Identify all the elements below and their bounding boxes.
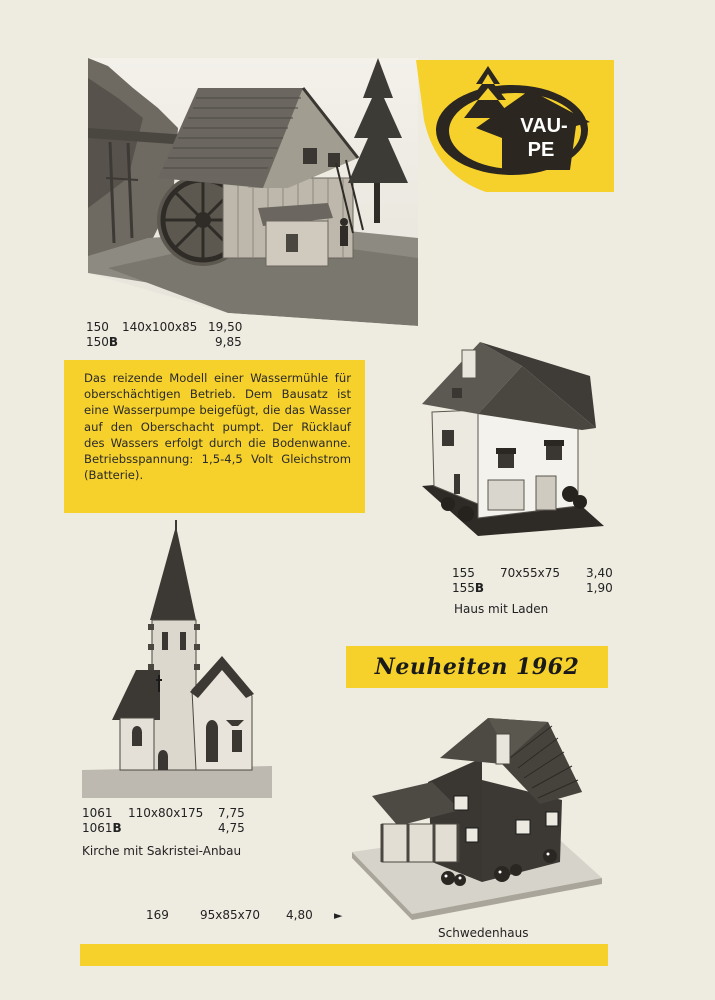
watermill-description [64,360,365,513]
item-number: 155B [452,581,485,595]
item-number: 155 [452,566,475,580]
item-price: 4,75 [218,821,245,835]
swedish-house-specs [146,908,366,924]
church-caption: Kirche mit Sakristei-Anbau [82,844,242,858]
vaupe-logo [416,60,614,192]
novelties-banner [346,646,608,688]
swedish-house-caption: Schwedenhaus [438,926,529,940]
item-dimensions: 70x55x75 [500,566,561,580]
church-photo [82,520,272,798]
church-illustration [82,520,272,798]
watermill-illustration [88,58,418,326]
item-price: 1,90 [586,581,613,595]
house-shop-caption: Haus mit Laden [454,602,549,616]
swedish-house-illustration [352,712,604,920]
watermill-photo [88,58,418,326]
house-shop-photo [418,336,608,548]
description-text: Das reizende Modell einer Wassermühle für oberschächtigen Betrieb. Dem Bausatz ist eine Wasserpumpe beigefügt, die das Wasser auf den Oberschacht pumpt. Der Rücklauf des Wassers erfolgt durch die Bodenwanne. Betriebsspannung: 1,5-4,5 Volt Gleichstrom (Batterie). [84,371,351,483]
item-dimensions: 140x100x85 [122,320,198,334]
logo-text-bottom: PE [527,139,555,161]
swedish-house-photo [352,712,604,920]
item-number: 150B [86,335,119,349]
item-number: 150 [86,320,109,334]
item-price: 3,40 [586,566,613,580]
house-shop-illustration [418,336,608,548]
house-shop-specs [452,566,622,600]
item-price: 19,50 [208,320,243,334]
item-number: 1061 [82,806,113,820]
item-price: 7,75 [218,806,245,820]
item-number: 169 [146,908,169,922]
item-price: 4,80 [286,908,313,922]
item-dimensions: 110x80x175 [128,806,204,820]
item-price: 9,85 [215,335,242,349]
church-specs [82,806,262,840]
item-dimensions: 95x85x70 [200,908,261,922]
logo-text-top: VAU- [520,115,568,137]
footer-bar [80,944,608,966]
arrow-right-icon: ► [334,909,343,922]
item-number: 1061B [82,821,122,835]
watermill-specs [86,320,266,354]
novelties-title: Neuheiten 1962 [374,654,580,680]
